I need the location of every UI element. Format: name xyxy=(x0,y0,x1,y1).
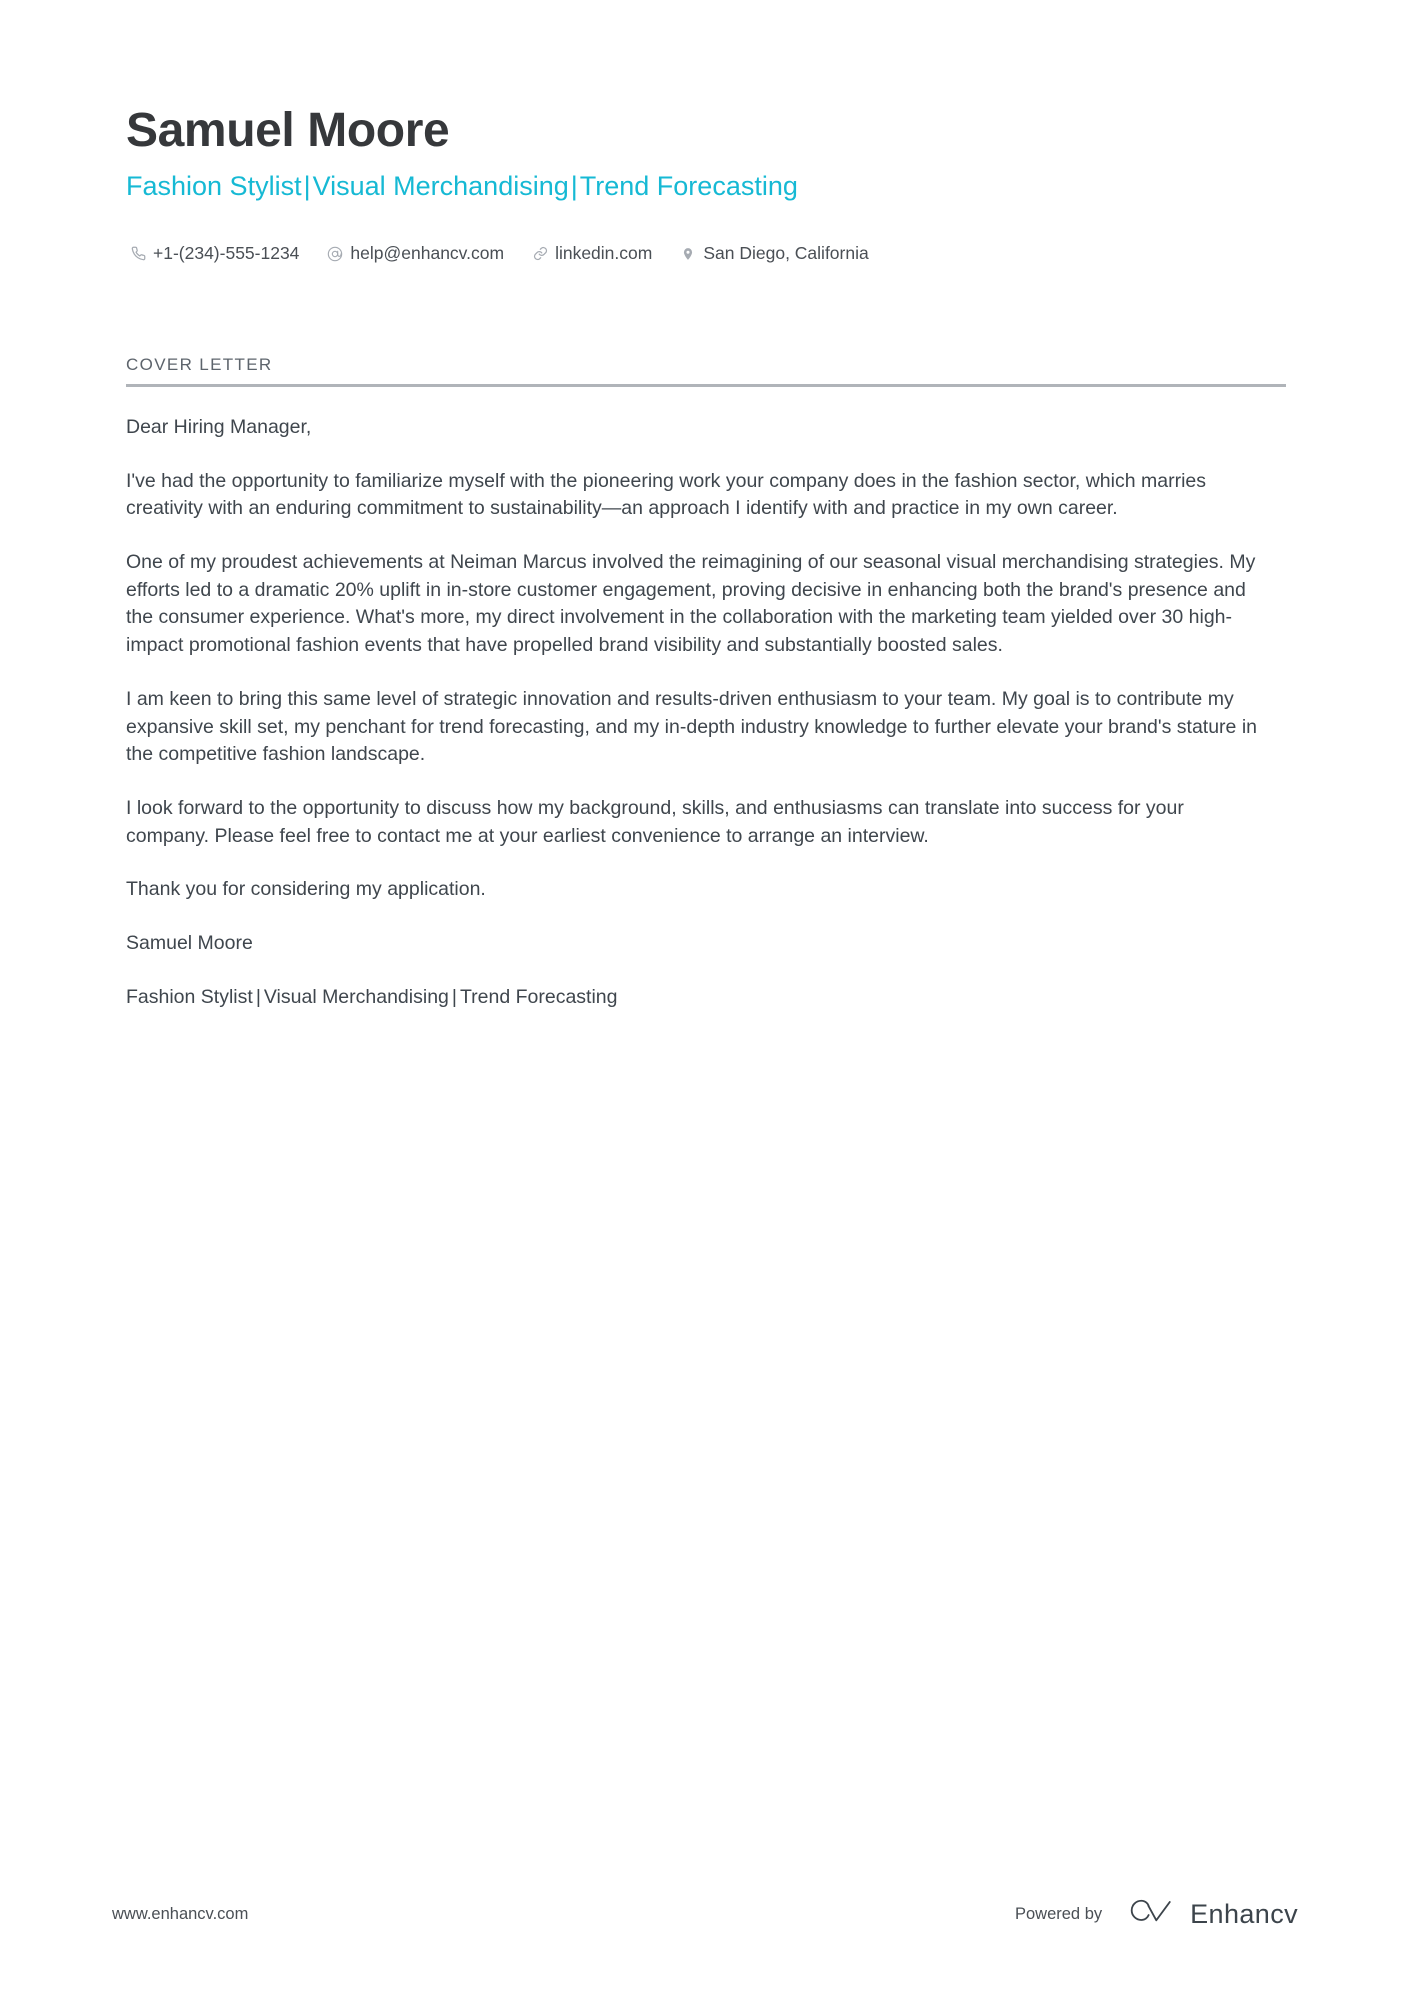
enhancv-logo-icon xyxy=(1124,1897,1174,1932)
signature-headline-part-1: Fashion Stylist xyxy=(126,985,253,1008)
candidate-headline xyxy=(126,170,1286,203)
headline-part-2: Visual Merchandising xyxy=(312,170,569,201)
enhancv-brand-name: Enhancv xyxy=(1190,1899,1298,1929)
signature-headline-part-3: Trend Forecasting xyxy=(459,985,618,1008)
letter-paragraph-4: I look forward to the opportunity to discuss how my background, skills, and enthusiasms can translate into success for your company. Please feel free to contact me at your earliest convenience to arrange an interview. xyxy=(126,796,1184,847)
headline-part-3: Trend Forecasting xyxy=(579,170,798,201)
letter-thanks: Thank you for considering my application. xyxy=(126,878,486,901)
link-value: linkedin.com xyxy=(555,243,653,263)
footer-website-url[interactable]: www.enhancv.com xyxy=(112,1905,249,1923)
location-pin-icon xyxy=(680,246,696,262)
contact-email[interactable] xyxy=(327,243,504,264)
email-icon xyxy=(327,246,343,262)
email-value: help@enhancv.com xyxy=(350,243,505,263)
enhancv-brand[interactable] xyxy=(1124,1897,1298,1932)
candidate-name: Samuel Moore xyxy=(126,104,450,157)
cover-letter-section xyxy=(126,355,1286,1011)
letter-signature-headline xyxy=(126,984,1269,1012)
document-header xyxy=(126,104,1286,203)
location-value: San Diego, California xyxy=(703,243,869,263)
headline-part-1: Fashion Stylist xyxy=(126,170,302,201)
signature-headline-part-2: Visual Merchandising xyxy=(263,985,449,1008)
contact-location xyxy=(680,243,868,264)
phone-value: +1-(234)-555-1234 xyxy=(153,243,300,263)
phone-icon xyxy=(130,246,146,262)
headline-separator-1: | xyxy=(303,170,311,201)
letter-signature-name: Samuel Moore xyxy=(126,931,253,954)
section-divider xyxy=(126,384,1286,387)
section-title: COVER LETTER xyxy=(126,355,273,374)
letter-paragraph-3: I am keen to bring this same level of strategic innovation and results-driven enthusiasm to your team. My goal is to contribute my expansive skill set, my penchant for trend forecasting, and my in-depth industry knowledge to further elevate your brand's stature in the competitive fashion landscape. xyxy=(126,687,1257,766)
contact-row xyxy=(130,243,869,264)
contact-link[interactable] xyxy=(532,243,652,264)
signature-separator-2: | xyxy=(451,985,457,1008)
letter-salutation: Dear Hiring Manager, xyxy=(126,416,312,438)
document-footer xyxy=(0,1897,1410,1937)
headline-separator-2: | xyxy=(570,170,578,201)
letter-paragraph-2: One of my proudest achievements at Neiman Marcus involved the reimagining of our seasonal visual merchandising strategies. My efforts led to a dramatic 20% uplift in in-store customer engagement, proving decisive in enhancing both the brand's presence and the consumer experience. What's more, my direct involvement in the collaboration with the marketing team yielded over 30 high-impact promotional fashion events that have propelled brand visibility and substantially boosted sales. xyxy=(126,551,1256,657)
powered-by-block xyxy=(1015,1897,1298,1932)
link-icon xyxy=(532,246,548,262)
letter-paragraph-1: I've had the opportunity to familiarize myself with the pioneering work your company does in the fashion sector, which marries creativity with an enduring commitment to sustainability—an approach I identify with and practice in my own career. xyxy=(126,469,1207,520)
letter-body xyxy=(126,414,1269,1011)
signature-separator-1: | xyxy=(255,985,261,1008)
powered-by-label: Powered by xyxy=(1014,1905,1103,1923)
contact-phone[interactable] xyxy=(130,243,299,264)
